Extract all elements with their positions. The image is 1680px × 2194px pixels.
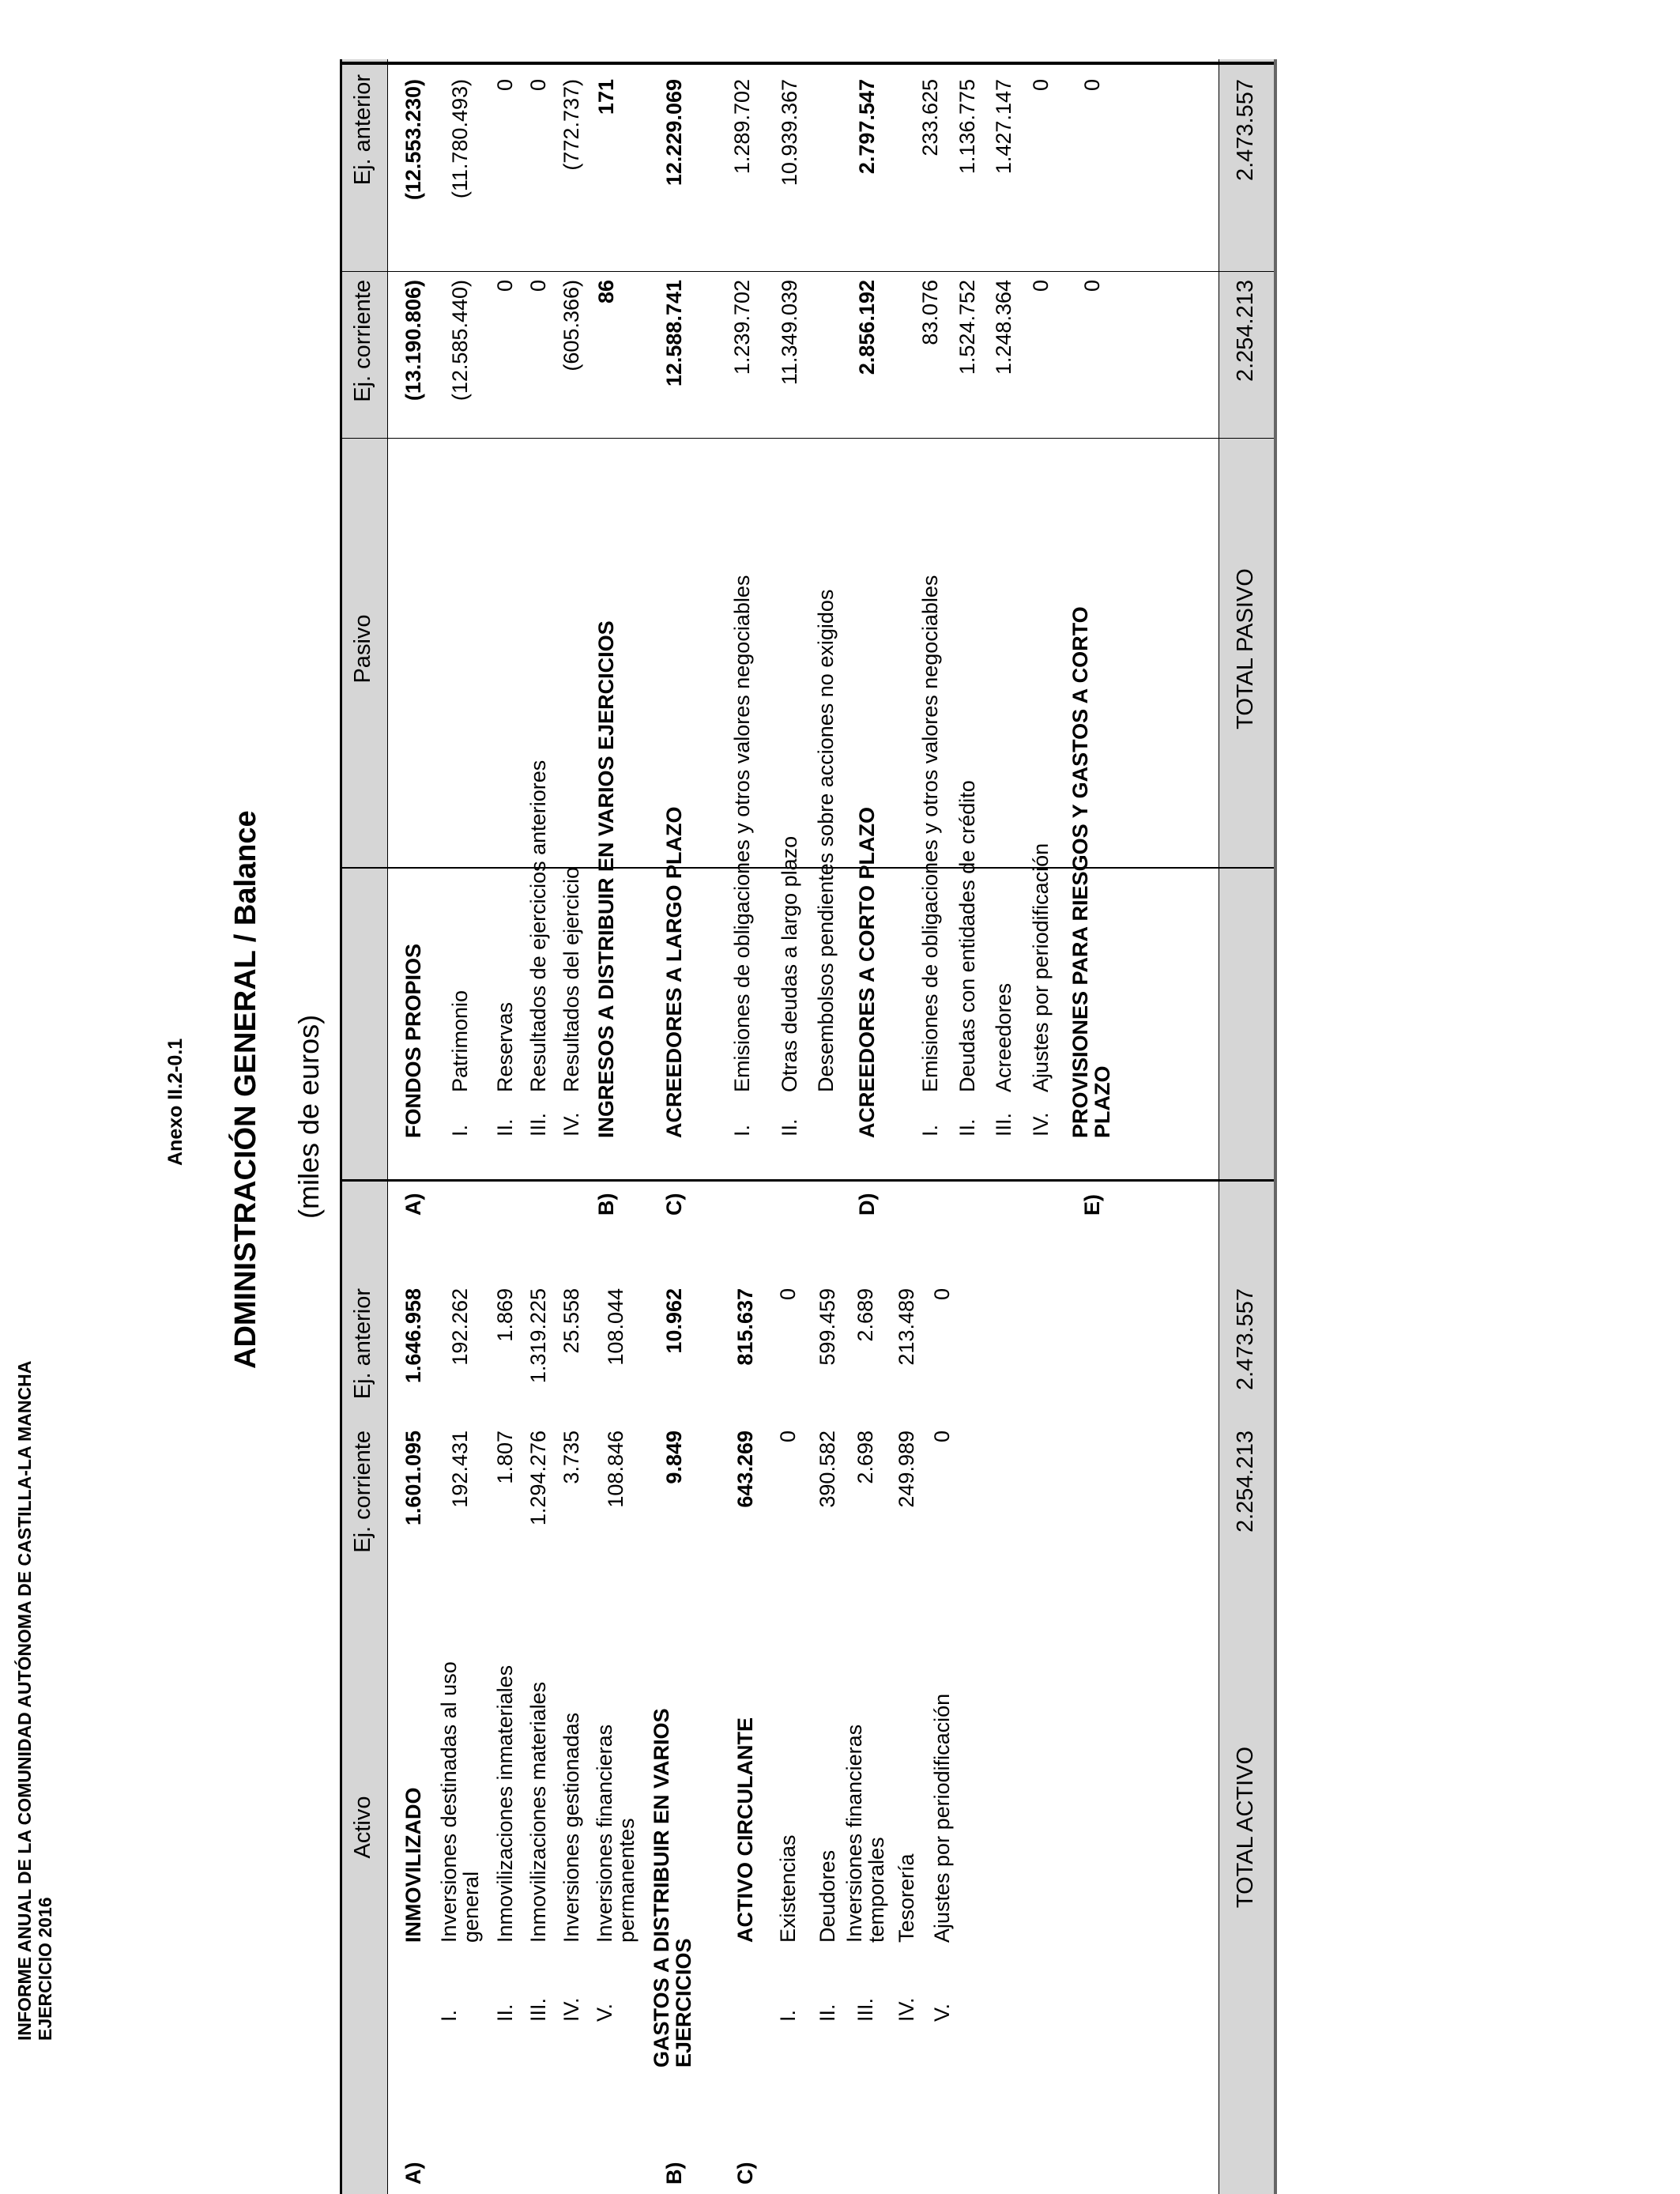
- table-top-edge: [340, 59, 342, 2194]
- activo-c-iii-roman: III.: [853, 1997, 877, 2022]
- activo-c-ii-roman: II.: [816, 2004, 839, 2022]
- activo-col-current: Ej. corriente: [350, 1431, 375, 1553]
- activo-a-v-current: 108.846: [604, 1431, 627, 1508]
- activo-c-iv-roman: IV.: [895, 1997, 918, 2022]
- pasivo-d-current: 2.856.192: [855, 280, 879, 375]
- activo-a-label: INMOVILIZADO: [401, 1787, 425, 1943]
- pasivo-a-iii-current: 0: [526, 280, 550, 292]
- activo-c-iv-current: 249.989: [895, 1431, 918, 1508]
- activo-a-iii-label: Inmovilizaciones materiales: [526, 1681, 550, 1943]
- pasivo-c-extra-label: Desembolsos pendientes sobre acciones no exigidos: [814, 589, 838, 1092]
- activo-a-v-previous: 108.044: [604, 1288, 627, 1366]
- pasivo-a-ii-current: 0: [493, 280, 517, 292]
- pasivo-a-i-roman: I.: [448, 1124, 472, 1137]
- annex-label: Anexo II.2-0.1: [164, 1038, 186, 1166]
- activo-b-label: GASTOS A DISTRIBUIR EN VARIOS: [650, 1708, 673, 2068]
- pasivo-c-i-roman: I.: [730, 1124, 754, 1137]
- activo-c-v-current: 0: [930, 1431, 954, 1443]
- pasivo-a-previous: (12.553.230): [401, 79, 425, 201]
- activo-a-ii-current: 1.807: [493, 1431, 517, 1484]
- pasivo-c-i-previous: 1.289.702: [730, 79, 754, 175]
- pasivo-b-label: INGRESOS A DISTRIBUIR EN VARIOS EJERCICIOS: [594, 620, 618, 1138]
- activo-c-v-label: Ajustes por periodificación: [930, 1693, 954, 1943]
- pasivo-col-current: Ej. corriente: [350, 280, 375, 402]
- activo-c-i-label: Existencias: [776, 1834, 800, 1943]
- total-pasivo-current: 2.254.213: [1233, 280, 1258, 383]
- pasivo-e-current: 0: [1080, 280, 1104, 292]
- pasivo-c-ii-label: Otras deudas a largo plazo: [778, 835, 801, 1092]
- pasivo-a-iii-previous: 0: [526, 79, 550, 92]
- pasivo-d-ii-previous: 1.136.775: [955, 79, 979, 175]
- total-pasivo-label: TOTAL PASIVO: [1233, 568, 1258, 729]
- activo-a-iv-label: Inversiones gestionadas: [559, 1712, 583, 1943]
- pasivo-d-i-label: Emisiones de obligaciones y otros valores negociables: [918, 575, 942, 1092]
- activo-a-v-label: Inversiones financieras: [593, 1724, 616, 1943]
- activo-c-i-roman: I.: [776, 2009, 800, 2022]
- activo-b-letter: B): [662, 2162, 686, 2185]
- pasivo-d-iv-label: Ajustes por periodificación: [1029, 843, 1053, 1092]
- pasivo-col-previous: Ej. anterior: [350, 74, 375, 186]
- activo-a-i-roman: I.: [437, 2009, 461, 2022]
- table-right-edge: [340, 62, 1274, 65]
- pasivo-d-i-roman: I.: [918, 1124, 942, 1137]
- pasivo-a-iv-current: (605.366): [559, 280, 583, 371]
- pasivo-a-ii-roman: II.: [493, 1118, 517, 1137]
- activo-c-ii-current: 390.582: [816, 1431, 839, 1508]
- pasivo-e-previous: 0: [1080, 79, 1104, 92]
- activo-a-previous: 1.646.958: [401, 1288, 425, 1384]
- activo-c-ii-previous: 599.459: [816, 1288, 839, 1366]
- activo-a-i-current: 192.431: [448, 1431, 472, 1508]
- pasivo-b-previous: 171: [594, 79, 618, 115]
- activo-c-i-current: 0: [776, 1431, 800, 1443]
- pasivo-a-i-current: (12.585.440): [448, 280, 472, 401]
- activo-b-label-2: EJERCICIOS: [672, 1938, 695, 2068]
- pasivo-label-divider: [340, 867, 1274, 869]
- activo-a-i-label: Inversiones destinadas al uso: [437, 1661, 461, 1943]
- pasivo-d-ii-label: Deudas con entidades de crédito: [955, 780, 979, 1092]
- table-bottom-edge: [1274, 59, 1277, 2194]
- pasivo-d-iii-previous: 1.427.147: [992, 79, 1015, 175]
- activo-c-i-previous: 0: [776, 1288, 800, 1301]
- activo-c-letter: C): [733, 2162, 757, 2185]
- pasivo-a-label: FONDOS PROPIOS: [401, 943, 425, 1138]
- activo-c-v-roman: V.: [930, 2003, 954, 2022]
- pasivo-a-i-label: Patrimonio: [448, 990, 472, 1092]
- pasivo-d-ii-roman: II.: [955, 1118, 979, 1137]
- pasivo-a-iv-label: Resultados del ejercicio: [559, 866, 583, 1092]
- pasivo-value-divider: [340, 438, 1274, 439]
- pasivo-d-iv-previous: 0: [1029, 79, 1053, 92]
- pasivo-c-letter: C): [662, 1193, 686, 1216]
- activo-c-iii-previous: 2.689: [853, 1288, 877, 1342]
- activo-col-previous: Ej. anterior: [350, 1288, 375, 1400]
- pasivo-a-ii-label: Reservas: [493, 1001, 517, 1092]
- activo-a-current: 1.601.095: [401, 1431, 425, 1526]
- activo-c-previous: 815.637: [733, 1288, 757, 1366]
- pasivo-c-i-current: 1.239.702: [730, 280, 754, 375]
- activo-b-current: 9.849: [662, 1431, 686, 1484]
- page-title: ADMINISTRACIÓN GENERAL / Balance: [229, 810, 262, 1369]
- activo-c-iv-label: Tesorería: [895, 1853, 918, 1943]
- total-pasivo-previous: 2.473.557: [1233, 79, 1258, 182]
- pasivo-c-label: ACREEDORES A LARGO PLAZO: [662, 806, 686, 1138]
- pasivo-d-i-previous: 233.625: [918, 79, 942, 156]
- pasivo-d-iv-current: 0: [1029, 280, 1053, 292]
- activo-a-iv-previous: 25.558: [559, 1288, 583, 1354]
- activo-a-letter: A): [401, 2162, 425, 2185]
- pasivo-d-iii-roman: III.: [992, 1112, 1015, 1137]
- pasivo-c-ii-previous: 10.939.367: [778, 79, 801, 187]
- activo-a-iii-current: 1.294.276: [526, 1431, 550, 1526]
- pasivo-a-iii-roman: III.: [526, 1112, 550, 1137]
- total-activo-previous: 2.473.557: [1233, 1288, 1258, 1391]
- pasivo-a-current: (13.190.806): [401, 280, 425, 401]
- pasivo-d-previous: 2.797.547: [855, 79, 879, 175]
- total-activo-label: TOTAL ACTIVO: [1233, 1746, 1258, 1909]
- header-bottom-line: [387, 59, 388, 2194]
- pasivo-a-letter: A): [401, 1193, 425, 1216]
- activo-a-v-label-2: permanentes: [615, 1818, 638, 1943]
- pasivo-a-iv-previous: (772.737): [559, 79, 583, 171]
- pasivo-b-current: 86: [594, 280, 618, 304]
- pasivo-a-iii-label: Resultados de ejercicios anteriores: [526, 760, 550, 1092]
- pasivo-d-letter: D): [855, 1193, 879, 1216]
- pasivo-e-letter: E): [1080, 1194, 1104, 1216]
- activo-a-ii-label: Inmovilizaciones inmateriales: [493, 1664, 517, 1943]
- activo-c-current: 643.269: [733, 1431, 757, 1508]
- pasivo-a-i-previous: (11.780.493): [448, 79, 472, 199]
- activo-c-iii-label: Inversiones financieras: [842, 1724, 866, 1943]
- pasivo-d-ii-current: 1.524.752: [955, 280, 979, 375]
- report-header-line1: INFORME ANUAL DE LA COMUNIDAD AUTÓNOMA DE CASTILLA-LA MANCHA: [14, 1360, 35, 2041]
- activo-a-iii-previous: 1.319.225: [526, 1288, 550, 1384]
- pasivo-col-label: Pasivo: [350, 614, 375, 684]
- activo-a-ii-roman: II.: [493, 2004, 517, 2022]
- pasivo-a-ii-previous: 0: [493, 79, 517, 92]
- pasivo-value-divider-2: [340, 271, 1274, 272]
- activo-a-iv-roman: IV.: [559, 1997, 583, 2022]
- pasivo-c-i-label: Emisiones de obligaciones y otros valores negociables: [730, 575, 754, 1092]
- column-divider: [340, 1179, 1274, 1182]
- activo-c-label: ACTIVO CIRCULANTE: [733, 1717, 757, 1943]
- activo-a-ii-previous: 1.869: [493, 1288, 517, 1342]
- total-activo-current: 2.254.213: [1233, 1431, 1258, 1533]
- activo-a-v-roman: V.: [593, 2003, 616, 2022]
- activo-a-i-label-2: general: [459, 1871, 483, 1943]
- pasivo-e-label: PROVISIONES PARA RIESGOS Y GASTOS A CORTO: [1068, 606, 1092, 1138]
- report-header-line2: EJERCICIO 2016: [35, 1897, 55, 2041]
- activo-a-i-previous: 192.262: [448, 1288, 472, 1366]
- pasivo-b-letter: B): [594, 1193, 618, 1216]
- activo-c-iii-current: 2.698: [853, 1431, 877, 1484]
- pasivo-c-current: 12.588.741: [662, 280, 686, 387]
- activo-c-v-previous: 0: [930, 1288, 954, 1301]
- pasivo-d-i-current: 83.076: [918, 280, 942, 345]
- pasivo-c-previous: 12.229.069: [662, 79, 686, 187]
- pasivo-d-iv-roman: IV.: [1029, 1112, 1053, 1137]
- activo-c-iii-label-2: temporales: [864, 1837, 888, 1943]
- pasivo-a-iv-roman: IV.: [559, 1112, 583, 1137]
- activo-a-iii-roman: III.: [526, 1997, 550, 2022]
- pasivo-e-label-2: PLAZO: [1090, 1065, 1114, 1138]
- activo-c-iv-previous: 213.489: [895, 1288, 918, 1366]
- activo-a-iv-current: 3.735: [559, 1431, 583, 1484]
- pasivo-c-ii-roman: II.: [778, 1118, 801, 1137]
- pasivo-d-iii-current: 1.248.364: [992, 280, 1015, 375]
- pasivo-d-iii-label: Acreedores: [992, 982, 1015, 1092]
- activo-c-ii-label: Deudores: [816, 1849, 839, 1943]
- units-label: (miles de euros): [292, 1014, 325, 1219]
- pasivo-d-label: ACREEDORES A CORTO PLAZO: [855, 806, 879, 1138]
- activo-col-label: Activo: [350, 1796, 375, 1859]
- pasivo-c-ii-current: 11.349.039: [778, 280, 801, 386]
- activo-b-previous: 10.962: [662, 1288, 686, 1354]
